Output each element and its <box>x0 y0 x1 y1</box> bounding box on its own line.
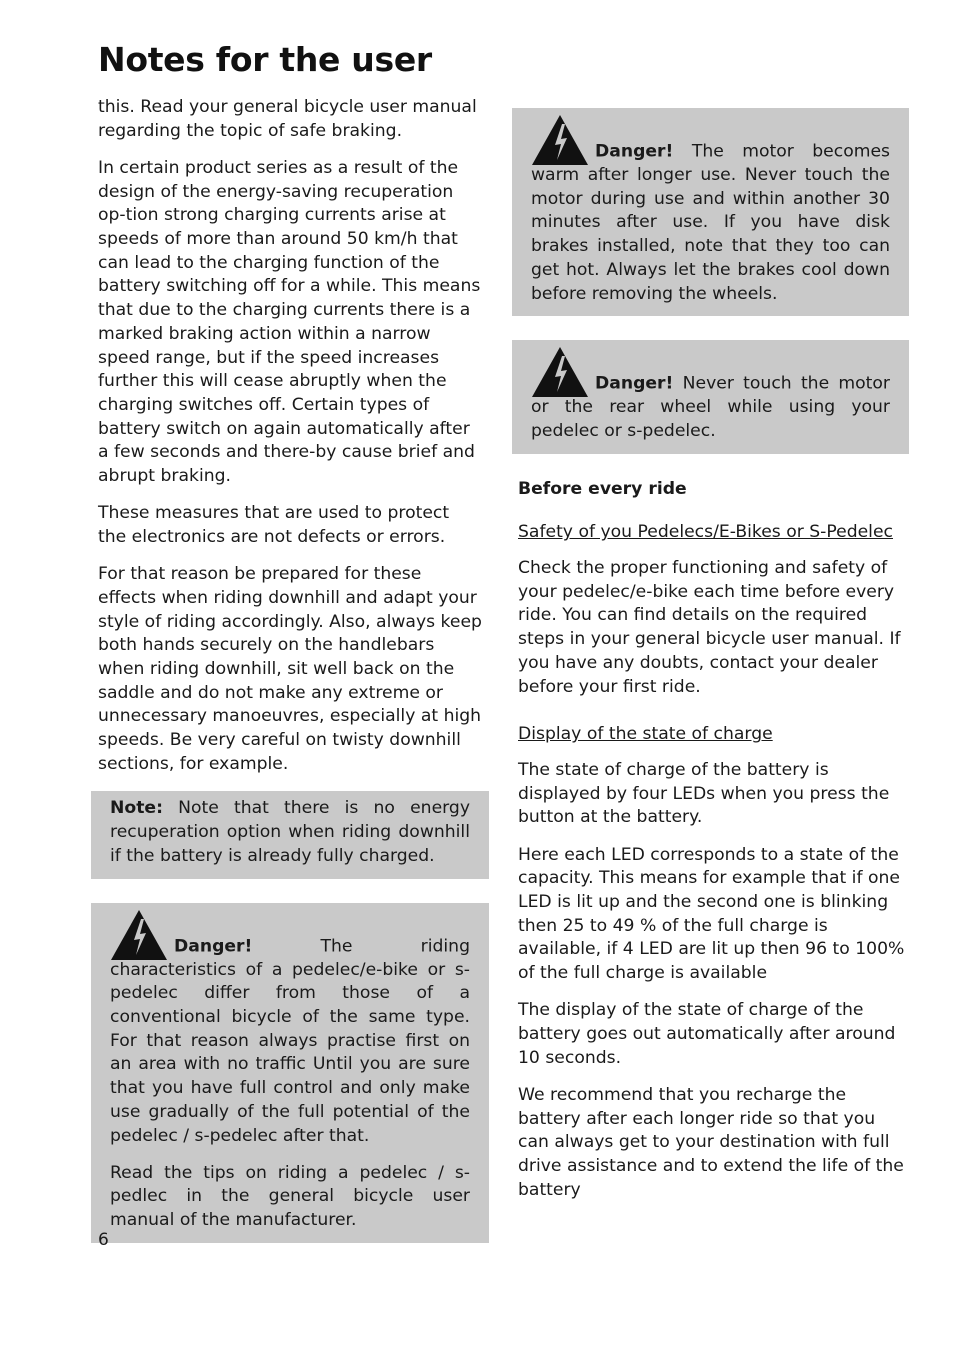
note-label: Note: <box>110 798 163 819</box>
paragraph: Here each LED corresponds to a state of the capacity. This means for example that if one LED is lit up and the second one is blinking then 25 to 49 % of the full charge is available, if 4 LED are lit up then 96 to 100% of the full charge is available <box>518 844 905 984</box>
paragraph: The display of the state of charge of the battery goes out automatically after around 10 seconds. <box>518 1000 896 1068</box>
danger-text: The motor becomes warm after longer use. Never touch the motor during use and within another 30 minutes after use. If you have disk brakes installed, note that they too can get hot. Always let the brakes cool down before removing the wheels. <box>531 141 890 304</box>
danger-label: Danger! <box>595 373 674 394</box>
danger-label: Danger! <box>595 141 674 162</box>
danger-box-rear-wheel <box>512 340 909 453</box>
danger-box-motor-warm <box>512 108 909 316</box>
section-heading: Before every ride <box>518 478 687 499</box>
high-voltage-warning-icon <box>531 114 589 166</box>
danger-paragraph-2: Read the tips on riding a pedelec / s-pedlec in the general bicycle user manual of the manufacturer. <box>110 1162 470 1231</box>
paragraph: The state of charge of the battery is displayed by four LEDs when you press the button at the battery. <box>518 759 890 828</box>
page-title: Notes for the user <box>98 40 432 79</box>
danger-box-riding <box>91 903 489 1243</box>
note-paragraph <box>110 797 470 868</box>
danger-paragraph <box>110 909 470 1149</box>
danger-paragraph <box>531 114 890 306</box>
right-column <box>518 108 909 1216</box>
paragraph: Check the proper functioning and safety of your pedelec/e-bike each time before every ride. You can find details on the required steps in your general bicycle user manual. If you have any doubts, contact your dealer before your first ride. <box>518 558 901 697</box>
paragraph: In certain product series as a result of the design of the energy-saving recuperation op-tion strong charging currents arise at speeds of more than around 50 km/h that can lead to the charging function of the battery switching off for a while. This means that due to the charging currents there is a marked braking action within a narrow speed range, but if the speed increases further this will cease abruptly when the charging switches off. Certain types of battery switch on again automatically after a few seconds and there-by cause brief and abrupt braking. <box>98 157 481 487</box>
high-voltage-warning-icon <box>531 346 589 398</box>
paragraph: These measures that are used to protect the electronics are not defects or errors. <box>98 503 450 547</box>
danger-text: Never touch the motor or the rear wheel while using your pedelec or s-pedelec. <box>531 373 890 441</box>
note-box <box>91 791 489 878</box>
note-text: Note that there is no energy recuperation option when riding downhill if the battery is already fully charged. <box>110 798 470 866</box>
danger-label: Danger! <box>174 935 253 956</box>
subheading-charge-display: Display of the state of charge <box>518 724 773 745</box>
left-column <box>98 96 482 1243</box>
high-voltage-warning-icon <box>110 909 168 961</box>
subheading-safety: Safety of you Pedelecs/E-Bikes or S-Pedelec <box>518 522 893 543</box>
paragraph: We recommend that you recharge the battery after each longer ride so that you can always get to your destination with full drive assistance and to extend the life of the battery <box>518 1084 904 1200</box>
danger-text: The riding characteristics of a pedelec/e-bike or s-pedelec differ from those of a conventional bicycle of the same type. For that reason always practise first on an area with no traffic Until you are sure that you have full control and only make use gradually of the full potential of the pedelec / s-pedelec after that. <box>110 935 470 1146</box>
paragraph: this. Read your general bicycle user manual regarding the topic of safe braking. <box>98 97 477 141</box>
danger-paragraph <box>531 346 890 443</box>
page-number: 6 <box>98 1230 109 1250</box>
paragraph: For that reason be prepared for these effects when riding downhill and adapt your style of riding accordingly. Also, always keep both hands securely on the handlebars when riding downhill, sit well back on the saddle and do not make any extreme or unnecessary manoeuvres, especially at high speeds. Be very careful on twisty downhill sections, for example. <box>98 564 482 774</box>
